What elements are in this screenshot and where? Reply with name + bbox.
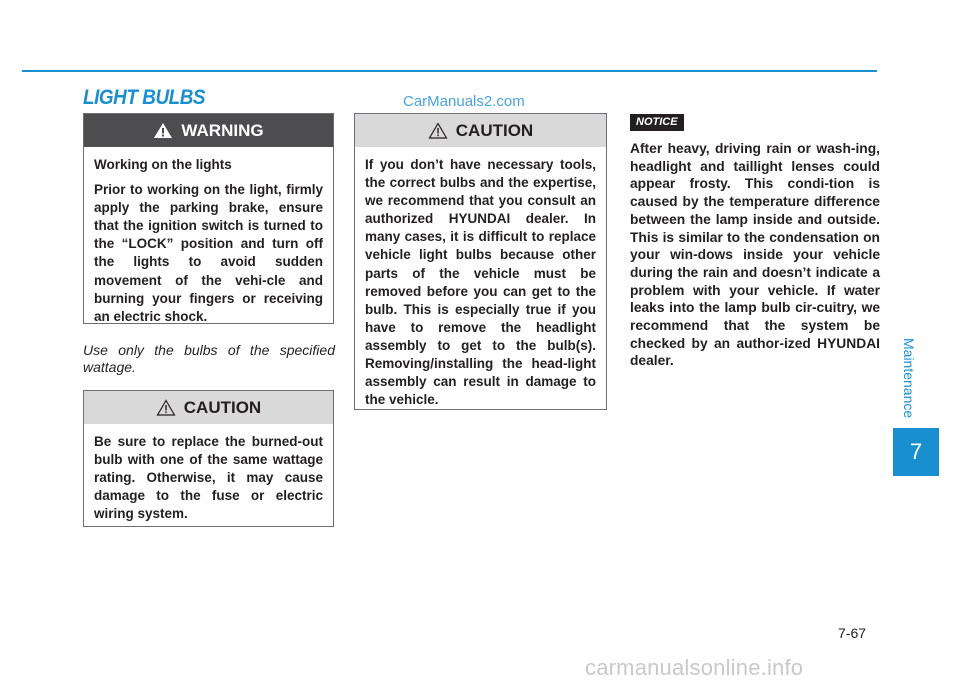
- warning-body: [84, 147, 333, 326]
- caution-box-left: [83, 390, 334, 527]
- bulb-wattage-note: Use only the bulbs of the specified wattage.: [83, 342, 335, 375]
- section-title: LIGHT BULBS: [83, 86, 206, 109]
- caution-triangle-icon: [428, 122, 448, 139]
- caution-left-header: [84, 391, 333, 424]
- warning-box: [83, 113, 334, 324]
- caution-left-body: [84, 424, 333, 523]
- caution-middle-header: [355, 114, 606, 147]
- caution-left-heading: CAUTION: [183, 397, 262, 417]
- watermark-top[interactable]: CarManuals2.com: [403, 93, 525, 110]
- side-label-text: Maintenance: [901, 338, 917, 419]
- caution-left-text: Be sure to replace the burned-out bulb with one of the same wattage rating. Otherwise, it may cause damage to the fuse or electric wiring system.: [94, 434, 323, 522]
- caution-middle-heading: CAUTION: [455, 120, 534, 140]
- notice-text: After heavy, driving rain or wash-ing, headlight and taillight lenses could appear frosty. This condi-tion is caused by the temperature difference between the lamp inside and outside. This is similar to the condensation on your win-dows inside your vehicle during the rain and doesn’t indicate a problem with your vehicle. If water leaks into the lamp bulb cir-cuitry, we recommend that the system be checked by an author-ized HYUNDAI dealer.: [630, 141, 880, 369]
- warning-text: Prior to working on the light, firmly apply the parking brake, ensure that the ignition switch is turned to the “LOCK” position and turn off the lights to avoid sudden movement of the vehi-cle and burning your fingers or receiving an electric shock.: [94, 182, 323, 324]
- top-rule: [22, 70, 877, 72]
- caution-triangle-icon: [156, 399, 176, 416]
- warning-triangle-icon: [153, 122, 173, 139]
- warning-heading: WARNING: [181, 120, 264, 140]
- notice-badge: NOTICE: [630, 114, 684, 131]
- chapter-tab: 7: [893, 428, 939, 476]
- caution-middle-body: [355, 147, 606, 409]
- caution-box-middle: [354, 113, 607, 410]
- warning-header: [84, 114, 333, 147]
- caution-middle-text: If you don’t have necessary tools, the correct bulbs and the expertise, we recommend that you consult an authorized HYUNDAI dealer. In many cases, it is difficult to replace vehicle light bulbs because other parts of the vehicle must be removed before you can get to the bulb. This is especially true if you have to remove the headlight assembly to get to the bulb(s). Removing/installing the head-light assembly can result in damage to the vehicle.: [365, 157, 596, 408]
- watermark-bottom[interactable]: carmanualsonline.info: [585, 655, 804, 680]
- warning-subtitle: Working on the lights: [94, 157, 232, 172]
- page-number: 7-67: [838, 625, 867, 641]
